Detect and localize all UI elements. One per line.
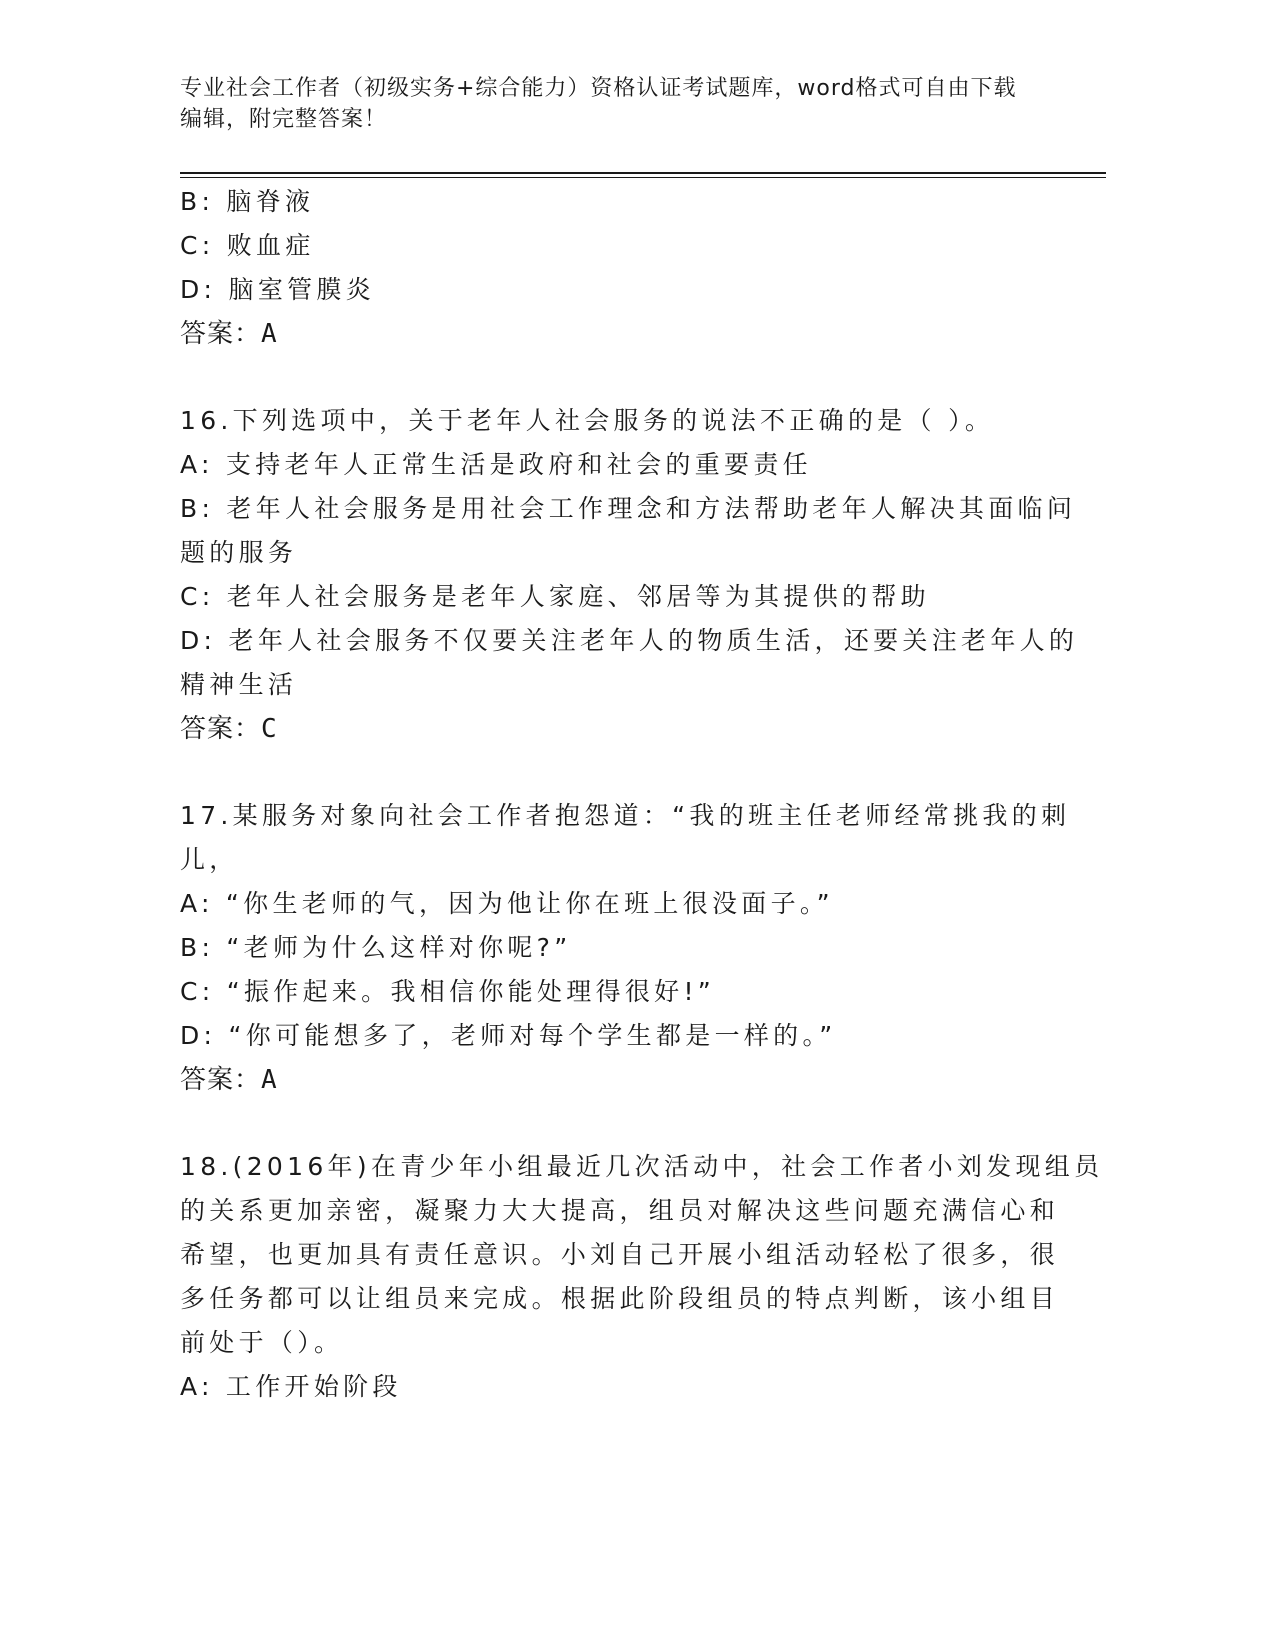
option-a: A: 工作开始阶段: [180, 1372, 402, 1401]
question-stem: 16.下列选项中，关于老年人社会服务的说法不正确的是（ ）。: [180, 406, 995, 435]
page-header: [180, 73, 1080, 135]
question-stem-continued: 希望，也更加具有责任意识。小刘自己开展小组活动轻松了很多，很: [180, 1240, 1060, 1269]
question-17: [180, 794, 1071, 1102]
option-c: C: “振作起来。我相信你能处理得很好!”: [180, 977, 716, 1006]
question-18: [180, 1145, 1104, 1409]
option-a: A: “你生老师的气，因为他让你在班上很没面子。”: [180, 889, 834, 918]
option-c: C: 败血症: [180, 231, 315, 260]
option-b-continued: 题的服务: [180, 538, 298, 567]
spacer: [180, 356, 1030, 399]
answer: 答案：A: [180, 1065, 278, 1095]
header-line-1: 专业社会工作者（初级实务+综合能力）资格认证考试题库，word格式可自由下载: [180, 76, 1017, 101]
option-a: A: 支持老年人正常生活是政府和社会的重要责任: [180, 450, 812, 479]
spacer: [180, 751, 1030, 794]
answer: 答案：C: [180, 714, 278, 744]
document-body: [180, 180, 1104, 1409]
option-d: D: “你可能想多了，老师对每个学生都是一样的。”: [180, 1021, 837, 1050]
option-b: B: “老师为什么这样对你呢?”: [180, 933, 572, 962]
answer: 答案：A: [180, 319, 278, 349]
question-stem-continued: 多任务都可以让组员来完成。根据此阶段组员的特点判断，该小组目: [180, 1284, 1060, 1313]
header-line-2: 编辑，附完整答案！: [180, 107, 388, 132]
header-divider-thick: [180, 172, 1106, 174]
question-stem-continued: 儿，: [180, 845, 239, 874]
question-stem: 18.(2016年)在青少年小组最近几次活动中，社会工作者小刘发现组员: [180, 1152, 1104, 1181]
header-divider-thin: [180, 177, 1106, 178]
option-d-continued: 精神生活: [180, 670, 298, 699]
question-15: [180, 180, 1030, 356]
question-stem-continued: 前处于（）。: [180, 1328, 344, 1357]
question-stem: 17.某服务对象向社会工作者抱怨道：“我的班主任老师经常挑我的刺: [180, 801, 1071, 830]
option-b: B: 老年人社会服务是用社会工作理念和方法帮助老年人解决其面临问: [180, 494, 1077, 523]
option-d: D: 脑室管膜炎: [180, 275, 376, 304]
option-d: D: 老年人社会服务不仅要关注老年人的物质生活，还要关注老年人的: [180, 626, 1079, 655]
question-stem-continued: 的关系更加亲密，凝聚力大大提高，组员对解决这些问题充满信心和: [180, 1196, 1060, 1225]
option-c: C: 老年人社会服务是老年人家庭、邻居等为其提供的帮助: [180, 582, 930, 611]
option-b: B: 脑脊液: [180, 187, 315, 216]
question-16: [180, 399, 1079, 751]
spacer: [180, 1102, 1030, 1145]
